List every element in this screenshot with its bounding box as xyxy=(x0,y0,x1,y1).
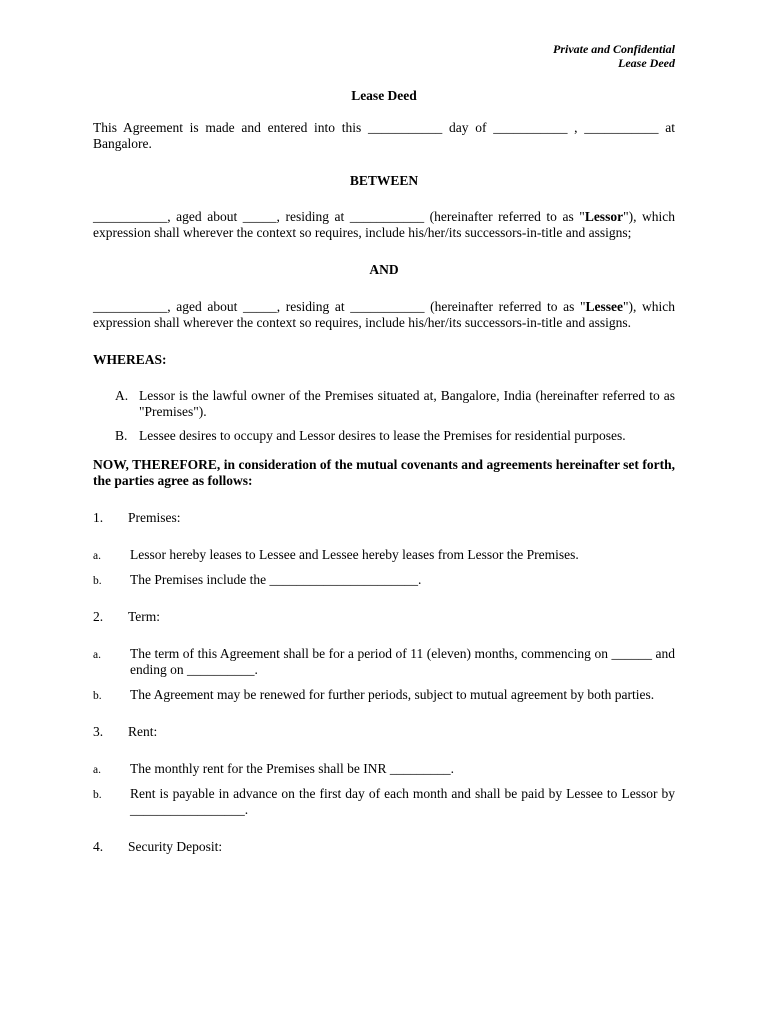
clause-marker: b. xyxy=(93,575,102,587)
section-title: Premises: xyxy=(128,510,181,525)
document-header xyxy=(93,42,675,70)
section-number: 1. xyxy=(93,510,104,525)
document-page xyxy=(93,42,675,855)
section-term xyxy=(93,609,675,625)
clause-item xyxy=(93,761,675,777)
header-document-name: Lease Deed xyxy=(618,56,675,70)
clause-item xyxy=(93,786,675,818)
lessor-term: Lessor xyxy=(584,209,624,224)
clause-text: Rent is payable in advance on the first day of each month and shall be paid by Lessee to Lessor by _________________. xyxy=(130,786,675,817)
lessor-text-after: "), which expression shall wherever the context so requires, include his/her/its successors-in-title and assigns; xyxy=(93,209,675,240)
clause-item xyxy=(93,687,675,703)
clause-text: The term of this Agreement shall be for a period of 11 (eleven) months, commencing on ______ and ending on __________. xyxy=(130,646,675,677)
recital-text: Lessee desires to occupy and Lessor desires to lease the Premises for residential purposes. xyxy=(139,428,626,443)
section-premises xyxy=(93,510,675,526)
section-number: 2. xyxy=(93,609,104,624)
section-number: 3. xyxy=(93,724,104,739)
intro-paragraph: This Agreement is made and entered into this ___________ day of ___________ , ___________ at Bangalore. xyxy=(93,120,675,151)
clause-item xyxy=(93,646,675,678)
section-title: Term: xyxy=(128,609,161,624)
clause-marker: a. xyxy=(93,550,101,562)
and-heading: AND xyxy=(369,262,399,277)
recitals-list xyxy=(93,388,675,444)
recital-text: Lessor is the lawful owner of the Premises situated at, Bangalore, India (hereinafter referred to as "Premises"). xyxy=(139,388,675,419)
clause-text: Lessor hereby leases to Lessee and Lessee hereby leases from Lessor the Premises. xyxy=(130,547,579,562)
lessee-paragraph xyxy=(93,299,675,331)
clause-marker: a. xyxy=(93,764,101,776)
clause-marker: b. xyxy=(93,690,102,702)
clause-text: The Premises include the ______________________. xyxy=(130,572,422,587)
recital-marker: B. xyxy=(115,428,128,443)
clause-marker: a. xyxy=(93,649,101,661)
clause-text: The Agreement may be renewed for further periods, subject to mutual agreement by both parties. xyxy=(130,687,655,702)
section-rent xyxy=(93,724,675,740)
clause-marker: b. xyxy=(93,789,102,801)
now-therefore-clause: NOW, THEREFORE, in consideration of the mutual covenants and agreements hereinafter set forth, the parties agree as follows: xyxy=(93,457,675,488)
section-security-deposit xyxy=(93,839,675,855)
section-premises-items xyxy=(93,547,675,588)
section-number: 4. xyxy=(93,839,104,854)
clause-text: The monthly rent for the Premises shall be INR _________. xyxy=(130,761,454,776)
lessee-term: Lessee xyxy=(585,299,623,314)
section-rent-items xyxy=(93,761,675,818)
recital-marker: A. xyxy=(115,388,129,403)
lessee-text-before: ___________, aged about _____, residing at ___________ (hereinafter referred to as " xyxy=(93,299,586,314)
lessee-text-after: "), which expression shall wherever the context so requires, include his/her/its successors-in-title and assigns. xyxy=(93,299,675,330)
lessor-text-before: ___________, aged about _____, residing at ___________ (hereinafter referred to as " xyxy=(93,209,585,224)
clause-item xyxy=(93,547,675,563)
recital-item xyxy=(93,428,675,444)
section-title: Security Deposit: xyxy=(128,839,223,854)
whereas-heading: WHEREAS: xyxy=(93,352,167,367)
confidentiality-label: Private and Confidential xyxy=(552,42,675,56)
recital-item xyxy=(93,388,675,420)
clause-item xyxy=(93,572,675,588)
document-title: Lease Deed xyxy=(351,88,417,103)
section-term-items xyxy=(93,646,675,703)
section-title: Rent: xyxy=(128,724,158,739)
lessor-paragraph xyxy=(93,209,675,241)
between-heading: BETWEEN xyxy=(349,173,419,188)
